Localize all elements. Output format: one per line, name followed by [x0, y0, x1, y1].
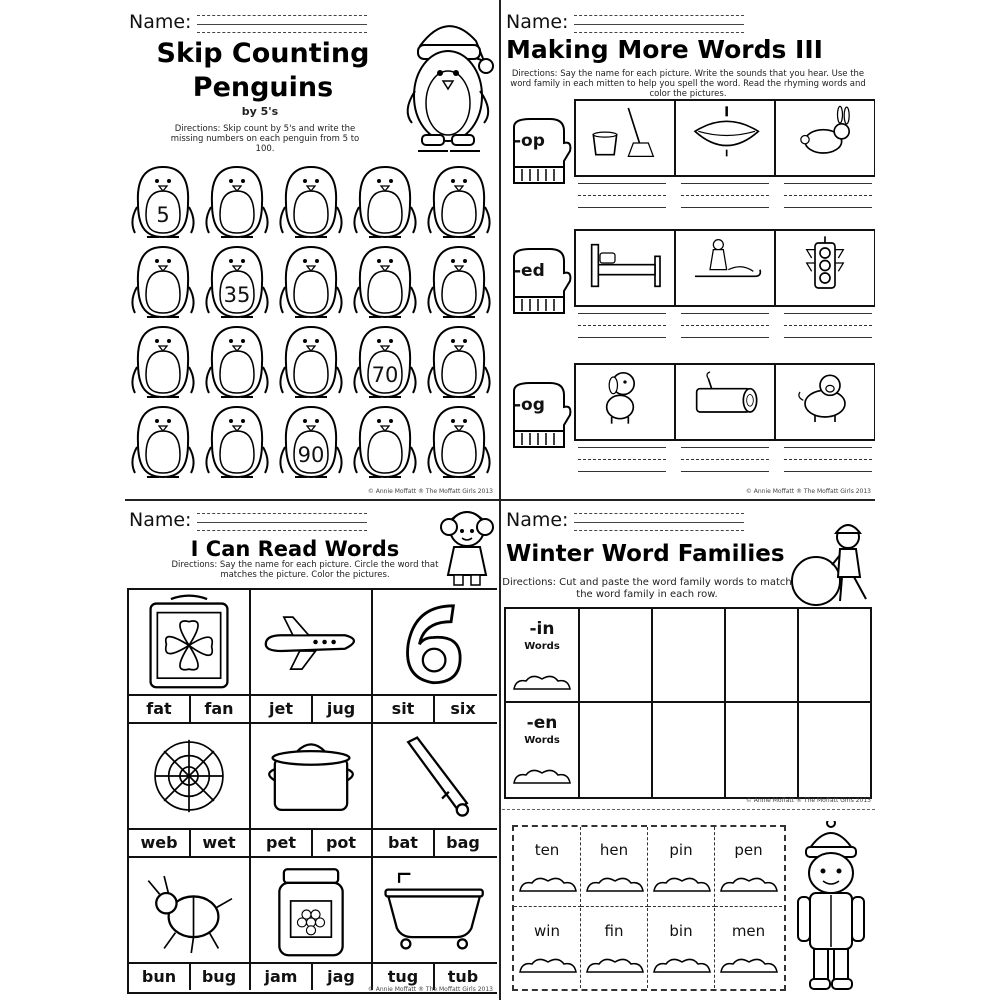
- word-choice[interactable]: bat: [373, 830, 435, 856]
- word-card[interactable]: [648, 827, 715, 907]
- writing-lines: [578, 445, 872, 479]
- word-card[interactable]: [581, 908, 648, 988]
- word-card[interactable]: [715, 908, 782, 988]
- penguin-icon: [425, 323, 493, 401]
- mitten-icon: [506, 247, 572, 317]
- word-family-label: -og: [514, 395, 545, 415]
- picture-cell: [776, 365, 874, 439]
- penguin-number-box[interactable]: [129, 403, 197, 481]
- picture-word-cell: [251, 590, 373, 724]
- title-line-2: Penguins: [192, 72, 334, 103]
- penguin-mascot-icon: [400, 11, 495, 156]
- write-line[interactable]: [681, 311, 769, 345]
- paste-box[interactable]: [653, 609, 726, 703]
- penguin-number-box[interactable]: [277, 163, 345, 241]
- penguin-icon: [351, 163, 419, 241]
- word-choice-band: [129, 962, 249, 992]
- penguin-number-box[interactable]: [129, 243, 197, 321]
- copyright: © Annie Moffatt ® The Moffatt Girls 2013: [367, 488, 493, 495]
- picture-cell: [576, 231, 676, 305]
- name-field: [506, 509, 744, 531]
- word-family-table: [504, 607, 872, 799]
- mitten-icon: [506, 117, 572, 187]
- picture-strip: [574, 363, 875, 441]
- snow-pile-icon: [719, 875, 779, 897]
- word-family-label: -op: [514, 131, 545, 151]
- word-card-text: pin: [669, 841, 693, 859]
- penguin-icon: [351, 323, 419, 401]
- girl-in-earmuffs-icon: [440, 505, 494, 587]
- copyright: © Annie Moffatt ® The Moffatt Girls 2013: [745, 797, 871, 804]
- word-choice[interactable]: tub: [447, 967, 479, 986]
- penguin-number: 35: [223, 283, 251, 307]
- word-choice[interactable]: pet: [251, 830, 313, 856]
- word-choice[interactable]: jam: [251, 964, 313, 990]
- write-line[interactable]: [784, 181, 872, 215]
- picture-cell: [776, 231, 874, 305]
- word-family-row: [506, 99, 872, 229]
- name-label: Name:: [129, 11, 192, 33]
- word-card[interactable]: [514, 827, 581, 907]
- word-card-text: ten: [534, 841, 560, 859]
- word-choice[interactable]: fan: [204, 699, 234, 718]
- penguin-number-box[interactable]: [277, 243, 345, 321]
- sled-icon: [679, 233, 771, 303]
- six-icon: [381, 594, 485, 690]
- title-line-1: Skip Counting: [156, 38, 370, 69]
- word-picture-table: [127, 588, 497, 994]
- penguin-icon: [129, 323, 197, 401]
- word-choice[interactable]: pot: [325, 833, 357, 852]
- word-choice-band: [251, 828, 371, 858]
- word-choice-band: [251, 962, 371, 992]
- penguin-number: 5: [156, 203, 170, 227]
- picture-word-cell: [373, 590, 497, 724]
- picture-word-cell: [373, 724, 497, 858]
- penguin-number-box[interactable]: [425, 243, 493, 321]
- word-family-label: -ed: [514, 261, 545, 281]
- word-family-label-cell: [506, 609, 580, 703]
- picture-cell: [576, 365, 676, 439]
- penguin-icon: [351, 403, 419, 481]
- word-choice[interactable]: wet: [202, 833, 236, 852]
- snow-pile-icon: [585, 875, 645, 897]
- picture-cell: [676, 365, 776, 439]
- snow-pile-icon: [652, 875, 712, 897]
- penguin-number: 90: [297, 443, 325, 467]
- fan-icon: [137, 594, 241, 690]
- penguin-number-box[interactable]: [425, 323, 493, 401]
- picture-cell: [676, 231, 776, 305]
- picture-strip: [574, 99, 875, 177]
- web-icon: [137, 728, 241, 824]
- snow-pile-icon: [719, 956, 779, 978]
- penguin-icon: [129, 403, 197, 481]
- penguin-icon: [425, 243, 493, 321]
- penguin-grid: [129, 163, 493, 483]
- copyright: © Annie Moffatt ® The Moffatt Girls 2013: [745, 488, 871, 495]
- picture-word-cell: [373, 858, 497, 990]
- word-choice-band: [129, 694, 249, 724]
- penguin-number-box[interactable]: [129, 323, 197, 401]
- write-line[interactable]: [681, 181, 769, 215]
- word-family-name: -en: [526, 713, 558, 733]
- penguin-icon: [203, 323, 271, 401]
- word-choice[interactable]: six: [450, 699, 476, 718]
- word-choice[interactable]: jug: [326, 699, 356, 718]
- word-families-worksheet: [502, 503, 875, 995]
- word-card[interactable]: [648, 908, 715, 988]
- snow-pile-icon: [518, 875, 578, 897]
- word-card-text: pen: [734, 841, 763, 859]
- penguin-number-box[interactable]: [351, 243, 419, 321]
- penguin-icon: [129, 163, 197, 241]
- name-label: Name:: [129, 509, 192, 531]
- bug-icon: [137, 862, 241, 958]
- write-line[interactable]: [578, 445, 666, 479]
- words-label: Words: [524, 735, 560, 746]
- words-label: Words: [524, 641, 560, 652]
- name-field: [129, 509, 367, 531]
- word-choice[interactable]: tug: [373, 964, 435, 990]
- penguin-icon: [351, 243, 419, 321]
- word-choice[interactable]: fat: [129, 696, 191, 722]
- subtitle: by 5's: [241, 105, 279, 118]
- worksheet-title: Winter Word Families: [506, 541, 785, 567]
- picture-word-cell: [129, 590, 251, 724]
- penguin-icon: [277, 243, 345, 321]
- penguin-number-box[interactable]: [203, 243, 271, 321]
- penguin-number: 70: [371, 363, 399, 387]
- dog-icon: [579, 367, 671, 437]
- skip-counting-worksheet: [125, 5, 497, 497]
- red-icon: [779, 233, 871, 303]
- penguin-icon: [203, 403, 271, 481]
- snow-pile-icon: [585, 956, 645, 978]
- penguin-number-box[interactable]: [425, 163, 493, 241]
- directions: Directions: Say the name for each picture. Write the sounds that you hear. Use the word family in each mitten to help you spell the word. Read the rhyming words and color the pictures.: [510, 69, 866, 99]
- worksheet-title: [153, 37, 373, 105]
- name-write-lines[interactable]: [197, 511, 367, 531]
- penguin-icon: [203, 243, 271, 321]
- word-choice-band: [373, 694, 497, 724]
- hog-icon: [779, 367, 871, 437]
- mitten-icon: [506, 381, 572, 451]
- picture-cell: [576, 101, 676, 175]
- word-card[interactable]: [715, 827, 782, 907]
- penguin-icon: [425, 403, 493, 481]
- snow-pile-icon: [652, 956, 712, 978]
- word-card[interactable]: [514, 908, 581, 988]
- picture-cell: [676, 101, 776, 175]
- word-card-text: men: [731, 922, 766, 940]
- picture-word-cell: [129, 724, 251, 858]
- write-line[interactable]: [784, 445, 872, 479]
- paste-box[interactable]: [799, 703, 872, 797]
- penguin-icon: [425, 163, 493, 241]
- name-write-lines[interactable]: [574, 13, 744, 33]
- directions: Directions: Cut and paste the word family words to match the word family in each row.: [502, 577, 792, 600]
- picture-word-cell: [129, 858, 251, 990]
- penguin-row: [129, 403, 493, 483]
- penguin-icon: [277, 323, 345, 401]
- cut-line: [502, 809, 875, 810]
- word-family-row: [506, 363, 872, 493]
- penguin-icon: [277, 163, 345, 241]
- word-choice-band: [373, 828, 497, 858]
- making-words-worksheet: [502, 5, 875, 497]
- word-family-label-cell: [506, 703, 580, 797]
- word-family-name: -in: [529, 619, 555, 639]
- top-icon: [679, 103, 771, 173]
- word-card-text: bin: [669, 922, 693, 940]
- penguin-icon: [203, 163, 271, 241]
- word-choice[interactable]: bag: [446, 833, 480, 852]
- picture-word-cell: [251, 858, 373, 990]
- word-card[interactable]: [581, 827, 648, 907]
- word-card-text: fin: [604, 922, 624, 940]
- write-line[interactable]: [578, 181, 666, 215]
- penguin-row: [129, 163, 493, 243]
- paste-box[interactable]: [726, 703, 799, 797]
- word-choice[interactable]: sit: [373, 696, 435, 722]
- bat-icon: [381, 728, 485, 824]
- paste-box[interactable]: [580, 609, 653, 703]
- write-line[interactable]: [681, 445, 769, 479]
- worksheet-title: I Can Read Words: [190, 537, 400, 561]
- paste-box[interactable]: [726, 609, 799, 703]
- snow-pile-icon: [512, 673, 572, 695]
- paste-box[interactable]: [799, 609, 872, 703]
- penguin-number-box[interactable]: [425, 403, 493, 481]
- word-choice-band: [129, 828, 249, 858]
- directions: Directions: Skip count by 5's and write the missing numbers on each penguin from 5 to 100.: [170, 124, 360, 154]
- pot-icon: [259, 728, 363, 824]
- penguin-number-box[interactable]: [277, 403, 345, 481]
- paste-box[interactable]: [580, 703, 653, 797]
- snow-pile-icon: [512, 767, 572, 789]
- jam-icon: [259, 862, 363, 958]
- read-words-worksheet: [125, 503, 497, 995]
- copyright: © Annie Moffatt ® The Moffatt Girls 2013: [367, 986, 493, 993]
- word-card-text: win: [534, 922, 560, 940]
- page-divider-horizontal: [125, 499, 875, 501]
- cut-out-word-cards: [512, 825, 786, 991]
- penguin-number-box[interactable]: [351, 403, 419, 481]
- penguin-number-box[interactable]: [203, 403, 271, 481]
- write-line[interactable]: [784, 311, 872, 345]
- picture-cell: [776, 101, 874, 175]
- boy-in-winter-coat-icon: [794, 821, 868, 993]
- name-field: [129, 11, 367, 33]
- penguin-number-box[interactable]: [203, 323, 271, 401]
- penguin-number-box[interactable]: [351, 323, 419, 401]
- word-choice[interactable]: bug: [201, 967, 237, 986]
- jet-icon: [259, 594, 363, 690]
- hop-icon: [779, 103, 871, 173]
- word-family-row: [506, 229, 872, 359]
- write-line[interactable]: [578, 311, 666, 345]
- word-card-text: hen: [599, 841, 629, 859]
- tub-icon: [381, 862, 485, 958]
- penguin-number-box[interactable]: [129, 163, 197, 241]
- word-choice[interactable]: bun: [129, 964, 191, 990]
- penguin-icon: [129, 243, 197, 321]
- paste-box[interactable]: [653, 703, 726, 797]
- penguin-row: [129, 243, 493, 323]
- word-choice[interactable]: jag: [327, 967, 355, 986]
- penguin-row: [129, 323, 493, 403]
- directions: Directions: Say the name for each picture. Circle the word that matches the picture. Color the pictures.: [171, 560, 439, 580]
- boy-rolling-snowball-icon: [790, 521, 874, 607]
- name-label: Name:: [506, 11, 569, 33]
- word-choice-band: [251, 694, 371, 724]
- penguin-number-box[interactable]: [351, 163, 419, 241]
- penguin-number-box[interactable]: [203, 163, 271, 241]
- snow-pile-icon: [518, 956, 578, 978]
- bed-icon: [579, 233, 671, 303]
- name-field: [506, 11, 744, 33]
- log-icon: [679, 367, 771, 437]
- name-label: Name:: [506, 509, 569, 531]
- mop-icon: [579, 103, 671, 173]
- writing-lines: [578, 181, 872, 215]
- penguin-icon: [277, 403, 345, 481]
- penguin-number-box[interactable]: [277, 323, 345, 401]
- picture-word-cell: [251, 724, 373, 858]
- word-choice[interactable]: web: [129, 830, 191, 856]
- picture-strip: [574, 229, 875, 307]
- name-write-lines[interactable]: [574, 511, 744, 531]
- writing-lines: [578, 311, 872, 345]
- worksheet-title: Making More Words III: [506, 35, 823, 64]
- word-choice[interactable]: jet: [251, 696, 313, 722]
- name-write-lines[interactable]: [197, 13, 367, 33]
